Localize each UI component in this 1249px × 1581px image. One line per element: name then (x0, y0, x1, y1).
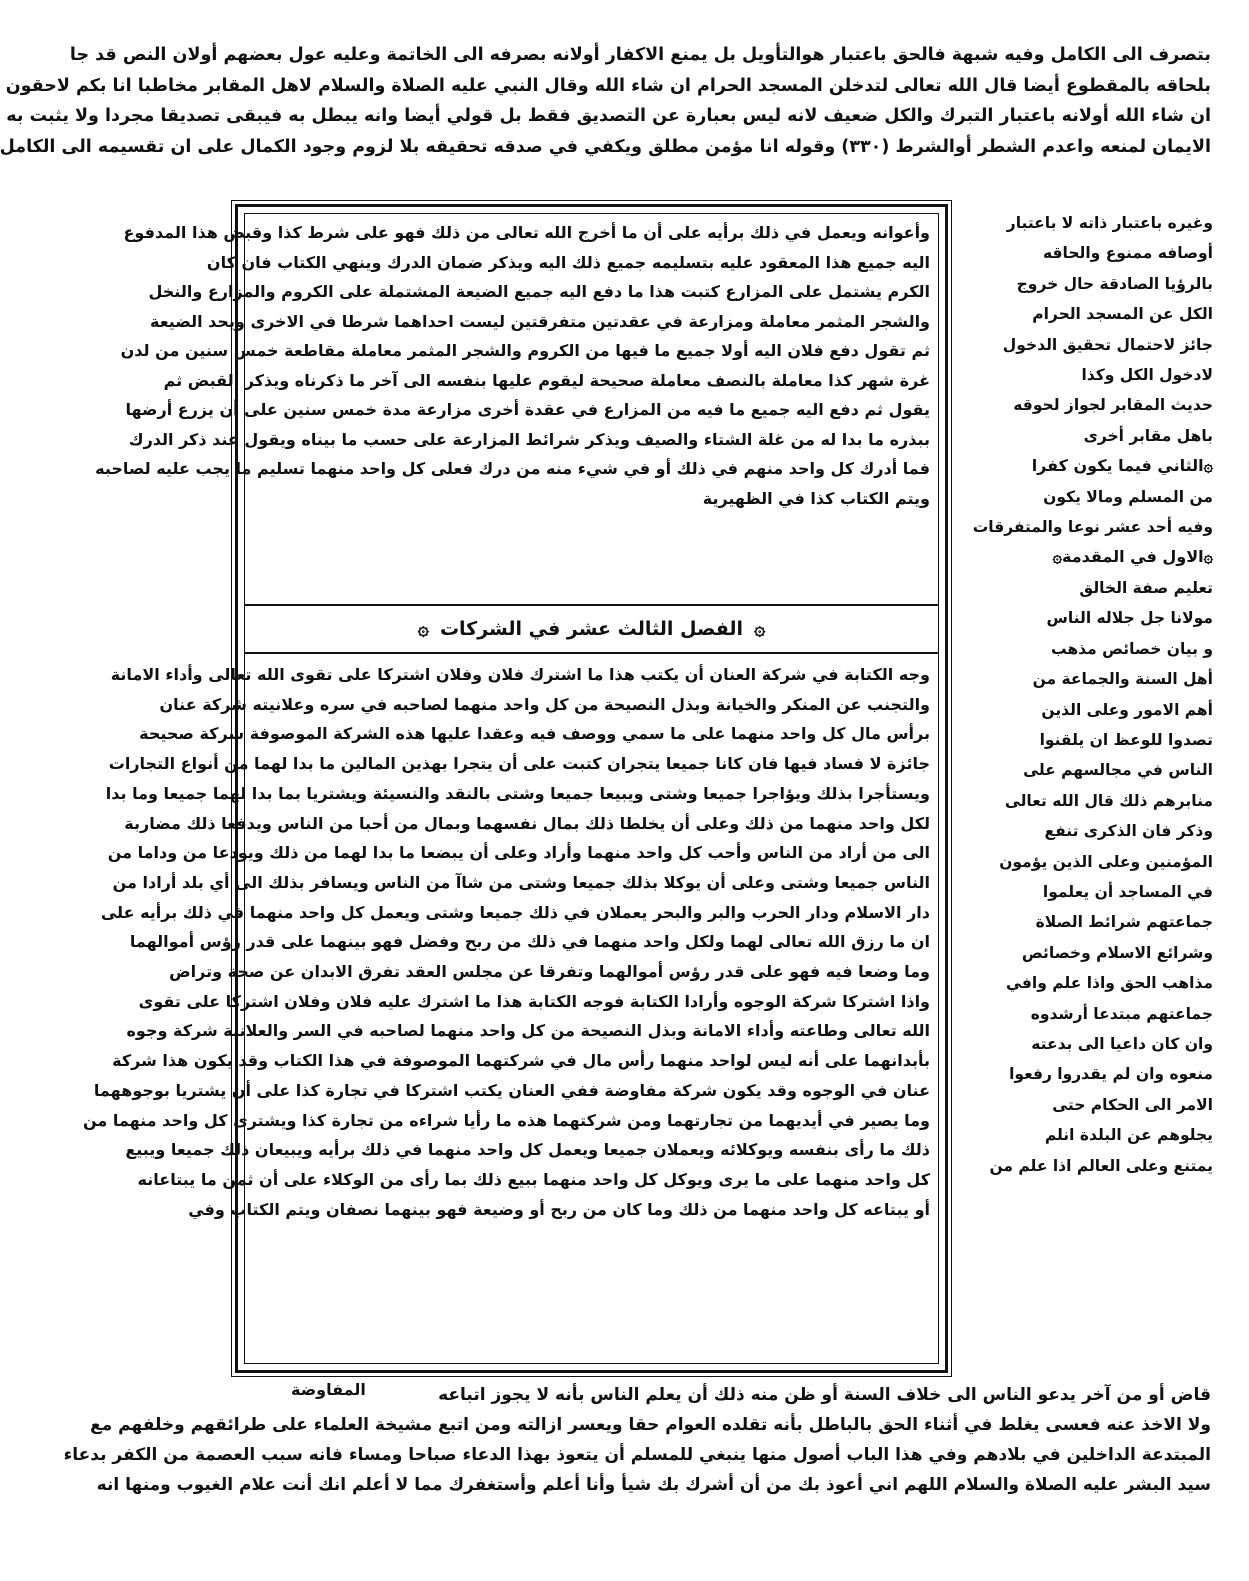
text-line: بأبدانهما على أنه ليس لواحد منهما رأس مال في شركتهما الموصوفة في هذا الكتاب وقد يكون هذا شركة (112, 1051, 930, 1071)
margin-subheading (963, 542, 1213, 572)
bottom-text-block (63, 1380, 1211, 1500)
text-line: الله تعالى وطاعته وأداء الامانة وبذل النصيحة من كل واحد منهما لصاحبه في السر والعلانية شركة وجوه (126, 1021, 930, 1041)
text-line: الى من أراد من الناس وأحب كل واحد منهما وأراد وعلى أن يبضعا ما بدا لهما من ذلك ويودعا من وداما من (107, 843, 930, 863)
margin-line: الكل عن المسجد الحرام (1032, 305, 1213, 324)
margin-line: الناس في مجالسهم على (1023, 761, 1213, 780)
text-line: كل واحد منهما على ما يرى ويوكل كل واحد منهما ببيع ذلك بما رأى من الوكلاء على أن ثمن ما يبتاعانه (137, 1169, 930, 1189)
lower-section (82, 660, 930, 1224)
text-line: أو يبتاعه كل واحد منهما من ذلك وما كان من ربح أو وضيعة فهو بينهما نصفان ويتم الكتاب وفي (188, 1199, 930, 1219)
catchword: المفاوضة (291, 1380, 366, 1399)
margin-line: في المساجد أن يعلموا (1042, 882, 1213, 901)
ornament-icon: ۞ (1052, 547, 1062, 567)
text-line: جائزة لا فساد فيها فان كانا جميعا يتجران كتبت على أن يتجرا بهذين المالين ما بدا لهما من أنواع التجارات (108, 754, 930, 774)
text-line: والشجر المثمر معاملة ومزارعة في عقدتين متفرقتين ليست احداهما شرطا في الاخرى ويحد الضيعة (150, 311, 930, 331)
text-line: والتجنب عن المنكر والخيانة وبذل النصيحة من كل واحد منهما لصاحبه في سره وعلانيته شركة عنان (159, 694, 930, 714)
margin-subheading-text: الثاني فيما يكون كفرا (1031, 456, 1204, 476)
text-line: ولا الاخذ عنه فعسى يغلط في أثناء الحق بالباطل بأنه تقلده العوام حقا ويعسر ازالته ومن اتبع مشيخة العلماء على طرائقهم وخلفهم مع (90, 1415, 1211, 1435)
margin-line: أوصافه ممنوع والحاقه (1042, 244, 1213, 263)
text-line: عنان في الوجوه وقد يكون شركة مفاوضة ففي العنان يكتب اشتركا في تجارة كذا على أن يشتريا بوجوههما (93, 1080, 930, 1100)
text-line: قاض أو من آخر يدعو الناس الى خلاف السنة أو ظن منه ذلك أن يعلم الناس بأنه لا يجوز اتباعه (438, 1385, 1211, 1405)
text-line: وما يصير في أيديهما من تجارتهما ومن شركتهما هذه ما رأيا شراءه من تجارة كذا ويشترى كل واحد منهما من (82, 1110, 930, 1130)
text-line: برأس مال كل واحد منهما على ما سمي ووصف فيه وعقدا عليها هذه الشركة الموصوفة شركة صحيحة (139, 724, 930, 744)
margin-line: تصدوا للوعظ ان يلقنوا (1039, 730, 1213, 749)
top-text-block (0, 40, 1211, 162)
text-line: الناس جميعا وشتى وعلى أن يوكلا بذلك جميعا وشتى من شاآ من الناس ويسافر بذلك الى أي بلد أرادا من (112, 872, 930, 892)
margin-line: منعوه وان لم يقدروا رفعوا (1009, 1065, 1213, 1084)
margin-line: جماعتهم مبتدعا أرشدوه (1030, 1004, 1213, 1023)
text-line: اليه جميع هذا المعقود عليه بتسليمه جميع ذلك اليه ويذكر ضمان الدرك وينهي الكتاب فان كان (206, 252, 930, 272)
text-line: وأعوانه ويعمل في ذلك برأيه على أن ما أخرج الله تعالى من ذلك فهو على شرط كذا وقبض هذا المدفوع (123, 223, 930, 242)
ornament-icon: ۞ (1203, 547, 1213, 567)
text-line: ذلك ما رأى بنفسه ويوكلائه ويعملان جميعا ويعمل كل واحد منهما في ذلك برأيه ويبيعان ذلك جميعا ويبيع (125, 1140, 930, 1160)
margin-line: مذاهب الحق واذا علم وافي (1006, 974, 1213, 993)
text-line: لكل واحد منهما من ذلك وعلى أن يخلطا ذلك بمال نفسهما وبمال من أحبا من الناس ويدفعا ذلك مضاربة (124, 813, 930, 833)
text-line: ويستأجرا بذلك ويؤاجرا جميعا وشتى ويبيعا جميعا وشتى بالنقد والنسيئة ويشتريا بما بدا لهما جميعا وما بدا (105, 783, 930, 803)
text-line: دار الاسلام ودار الحرب والبر والبحر يعملان في ذلك جميعا وشتى ويعمل كل واحد منهما في ذلك برأيه على (100, 902, 930, 922)
text-line: وما وضعا فيه فهو على قدر رؤس أموالهما وتفرقا عن مجلس العقد تفرق الابدان عن صحة وتراض (169, 962, 930, 982)
text-line: ان ما رزق الله تعالى لهما ولكل واحد منهما في ذلك من ربح وفضل فهو بينهما على قدر رؤس أموالهما (129, 932, 930, 952)
text-line: ثم تقول دفع فلان اليه أولا جميع ما فيها من الكروم والشجر المثمر معاملة مقاطعة خمس سنين من لدن (120, 341, 930, 360)
ornament-icon: ۞ (417, 618, 429, 640)
margin-line: أهم الامور وعلى الذين (1041, 700, 1213, 719)
text-line: يقول ثم دفع اليه جميع ما فيه من المزارع في عقدة أخرى مزارعة مدة خمس سنين على أن يزرع أرضها (125, 400, 930, 419)
margin-line: باهل مقابر أخرى (1083, 426, 1213, 445)
margin-line: الامر الى الحكام حتى (1052, 1095, 1213, 1114)
text-line: ويتم الكتاب كذا في الظهيرية (702, 488, 930, 508)
text-line: المبتدعة الداخلين في بلادهم وفي هذا الباب أصول منها ينبغي للمسلم أن يتعوذ بهذا الدعاء صباحا ومساء فانه سبب العصمة من الكفر بدعاء (63, 1445, 1211, 1465)
margin-line: وغيره باعتبار ذاته لا باعتبار (1006, 214, 1213, 232)
text-line: الكرم يشتمل على المزارع كتبت هذا ما دفع اليه جميع الضيعة المشتملة على الكروم والمزارع والنخل (148, 282, 930, 301)
margin-line: منابرهم ذلك قال الله تعالى (1004, 791, 1213, 810)
margin-subheading (963, 451, 1213, 481)
text-line: بلحاقه بالمقطوع أيضا قال الله تعالى لتدخلن المسجد الحرام ان شاء الله وقال النبي عليه الصلاة والسلام لاهل المقابر مخاطبا انا بكم لاحقون (5, 75, 1211, 96)
margin-line: المؤمنين وعلى الذين يؤمون (999, 852, 1213, 871)
text-line: ببذره ما بدا له من غلة الشتاء والصيف ويذكر شرائط المزارعة على حسب ما بيناه ويقول عند ذكر الدرك (128, 429, 930, 449)
text-line: ان شاء الله أولانه باعتبار التبرك والكل ضعيف لانه ليس بعبارة عن التصديق فقط بل قولي أيضا وانه يبطل به فيبقى تصديقا مجردا ولا يثبت به (6, 106, 1211, 126)
frame-inner-border (82, 213, 939, 1364)
margin-line: جماعتهم شرائط الصلاة (1035, 913, 1213, 932)
text-line: غرة شهر كذا معاملة بالنصف معاملة صحيحة ليقوم عليها بنفسه الى آخر ما ذكرناه ويذكر القبض ثم (163, 370, 930, 390)
margin-line: وان كان داعيا الى بدعته (1031, 1034, 1213, 1053)
text-line: سيد البشر عليه الصلاة والسلام اللهم اني أعوذ بك من أن أشرك بك شيأ وأنا أعلم وأستغفرك مما لا أعلم انك أنت علام الغيوب ومنها انه (96, 1475, 1211, 1495)
main-text-frame (82, 204, 948, 1373)
text-line: بتصرف الى الكامل وفيه شبهة فالحق باعتبار هوالتأويل بل يمنع الاكفار أولانه بصرفه الى الخاتمة وعليه عول بعضهم أولان النص قد جا (69, 45, 1211, 65)
margin-line: يمتنع وعلى العالم اذا علم من (989, 1156, 1213, 1175)
margin-line: أهل السنة والجماعة من (1032, 670, 1213, 689)
margin-line: وفيه أحد عشر نوعا والمتفرقات (972, 518, 1213, 537)
ornament-icon: ۞ (1203, 456, 1213, 476)
ornament-icon: ۞ (754, 618, 766, 640)
margin-line: و بيان خصائص مذهب (1051, 639, 1213, 658)
text-line: واذا اشتركا شركة الوجوه وأرادا الكتابة فوجه الكتابة هذا ما اشترك عليه فلان وفلان اشتركا على تقوى (138, 991, 930, 1011)
margin-line: وذكر فان الذكرى تنفع (1044, 822, 1213, 841)
margin-line: حديث المقابر لجواز لحوقه (1013, 396, 1213, 415)
text-line: فما أدرك كل واحد منهم في ذلك أو في شيء منه من درك فعلى كل واحد منهما تسليم ما يجب عليه لصاحبه (95, 459, 930, 478)
text-line: الايمان لمنعه واعدم الشطر أوالشرط (٣٣٠) وقوله انا مؤمن مطلق ويكفي في صدقه تحقيقه بلا لزوم وجود الكمال على ان تقسيمه الى الكامل (0, 136, 1211, 157)
section-heading-text: الفصل الثالث عشر في الشركات (439, 618, 744, 640)
margin-line: وشرائع الاسلام وخصائص (1021, 943, 1213, 962)
margin-line: يجلوهم عن البلدة انلم (1044, 1126, 1213, 1145)
margin-line: لادخول الكل وكذا (1081, 366, 1213, 385)
margin-line: تعليم صفة الخالق (1079, 578, 1213, 597)
text-line: وجه الكتابة في شركة العنان أن يكتب هذا ما اشترك فلان وفلان اشتركا على تقوى الله تعالى وأداء الامانة (110, 665, 930, 684)
section-heading (245, 604, 938, 654)
upper-section (95, 218, 930, 513)
margin-column (963, 208, 1213, 1181)
margin-line: جائز لاحتمال تحقيق الدخول (1002, 335, 1213, 354)
margin-line: بالرؤيا الصادقة حال خروج (1016, 274, 1213, 293)
margin-line: مولانا جل جلاله الناس (1046, 609, 1213, 628)
margin-subheading-text: الاول في المقدمة (1062, 547, 1204, 567)
margin-line: من المسلم ومالا يكون (1043, 487, 1213, 506)
